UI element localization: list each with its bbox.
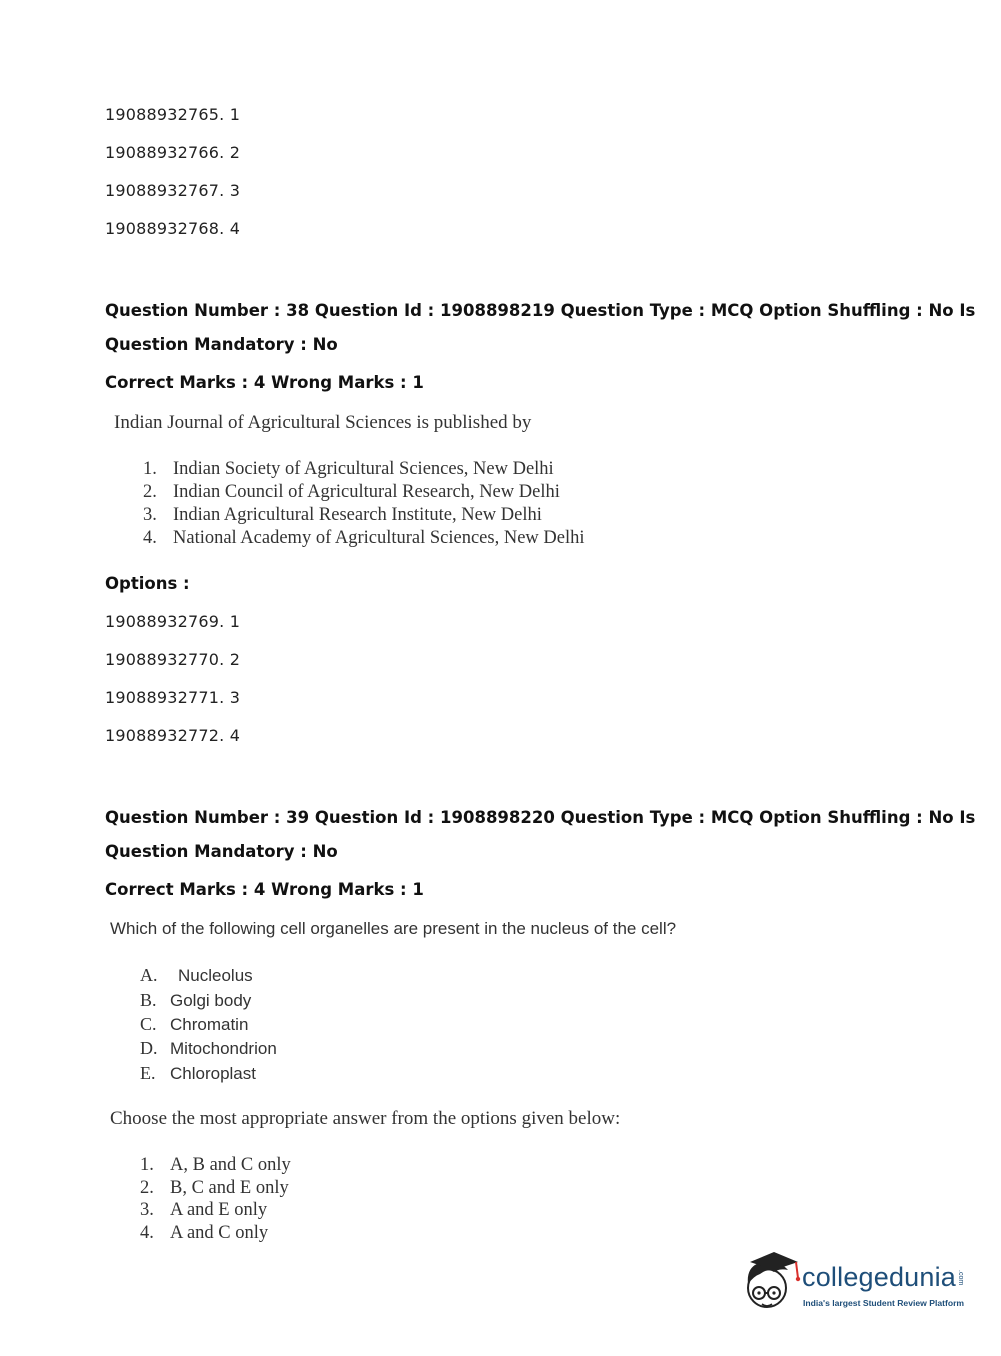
statement-item [140,1038,277,1059]
choice-item [140,1223,268,1244]
brand-name: collegedunia [802,1262,957,1292]
option-item: 19088932765. 1 [105,105,241,124]
question-header: Question Number : 39 Question Id : 1908898220 Question Type : MCQ Option Shuffling : No Is [105,808,976,827]
choice-number: 3. [140,1200,154,1220]
choice-number: 1. [143,459,157,479]
choice-item [143,459,554,480]
option-item: 19088932772. 4 [105,726,241,745]
option-item: 19088932770. 2 [105,650,241,669]
statement-text: Chloroplast [170,1064,256,1083]
statement-item [140,1014,248,1035]
statement-letter: D. [140,1038,158,1058]
choice-text: Indian Council of Agricultural Research, New Delhi [173,482,560,502]
choice-text: A and C only [170,1223,269,1243]
choice-item [140,1200,267,1221]
option-item: 19088932767. 3 [105,181,241,200]
choice-text: B, C and E only [170,1178,289,1198]
choice-text: National Academy of Agricultural Sciences, New Delhi [173,528,585,548]
brand-suffix: .com [957,1270,964,1286]
statement-text: Nucleolus [178,966,253,985]
question-stem: Which of the following cell organelles are present in the nucleus of the cell? [110,919,677,938]
choice-number: 4. [140,1223,154,1243]
question-mandatory: Question Mandatory : No [105,335,338,354]
choice-number: 1. [140,1155,154,1175]
option-item: 19088932771. 3 [105,688,241,707]
choice-text: Indian Agricultural Research Institute, New Delhi [173,505,542,525]
statement-letter: C. [140,1014,157,1034]
choice-text: Indian Society of Agricultural Sciences, New Delhi [173,459,554,479]
choice-number: 4. [143,528,157,548]
choice-item [143,505,542,526]
choice-item [143,482,560,503]
statement-item [140,990,251,1011]
choice-item [140,1155,291,1176]
options-label: Options : [105,574,190,593]
option-item: 19088932766. 2 [105,143,241,162]
collegedunia-logo [740,1248,970,1318]
question-instruction: Choose the most appropriate answer from the options given below: [110,1108,621,1129]
choice-text: A, B and C only [170,1155,291,1175]
choice-number: 3. [143,505,157,525]
question-marks: Correct Marks : 4 Wrong Marks : 1 [105,373,424,392]
question-marks: Correct Marks : 4 Wrong Marks : 1 [105,880,424,899]
question-mandatory: Question Mandatory : No [105,842,338,861]
option-item: 19088932768. 4 [105,219,241,238]
statement-letter: A. [140,965,158,985]
choice-item [140,1178,289,1199]
statement-letter: B. [140,990,157,1010]
choice-number: 2. [140,1178,154,1198]
option-item: 19088932769. 1 [105,612,241,631]
choice-text: A and E only [170,1200,268,1220]
statement-text: Mitochondrion [170,1039,277,1058]
statement-letter: E. [140,1063,156,1083]
statement-text: Chromatin [170,1015,249,1034]
mascot-icon [740,1248,802,1318]
choice-item [143,528,585,549]
choice-number: 2. [143,482,157,502]
question-header: Question Number : 38 Question Id : 1908898219 Question Type : MCQ Option Shuffling : No Is [105,301,976,320]
statement-text: Golgi body [170,991,252,1010]
question-stem: Indian Journal of Agricultural Sciences is published by [114,412,532,433]
brand-tagline: India's largest Student Review Platform [803,1298,965,1308]
statement-item [140,965,253,986]
statement-item [140,1063,256,1084]
